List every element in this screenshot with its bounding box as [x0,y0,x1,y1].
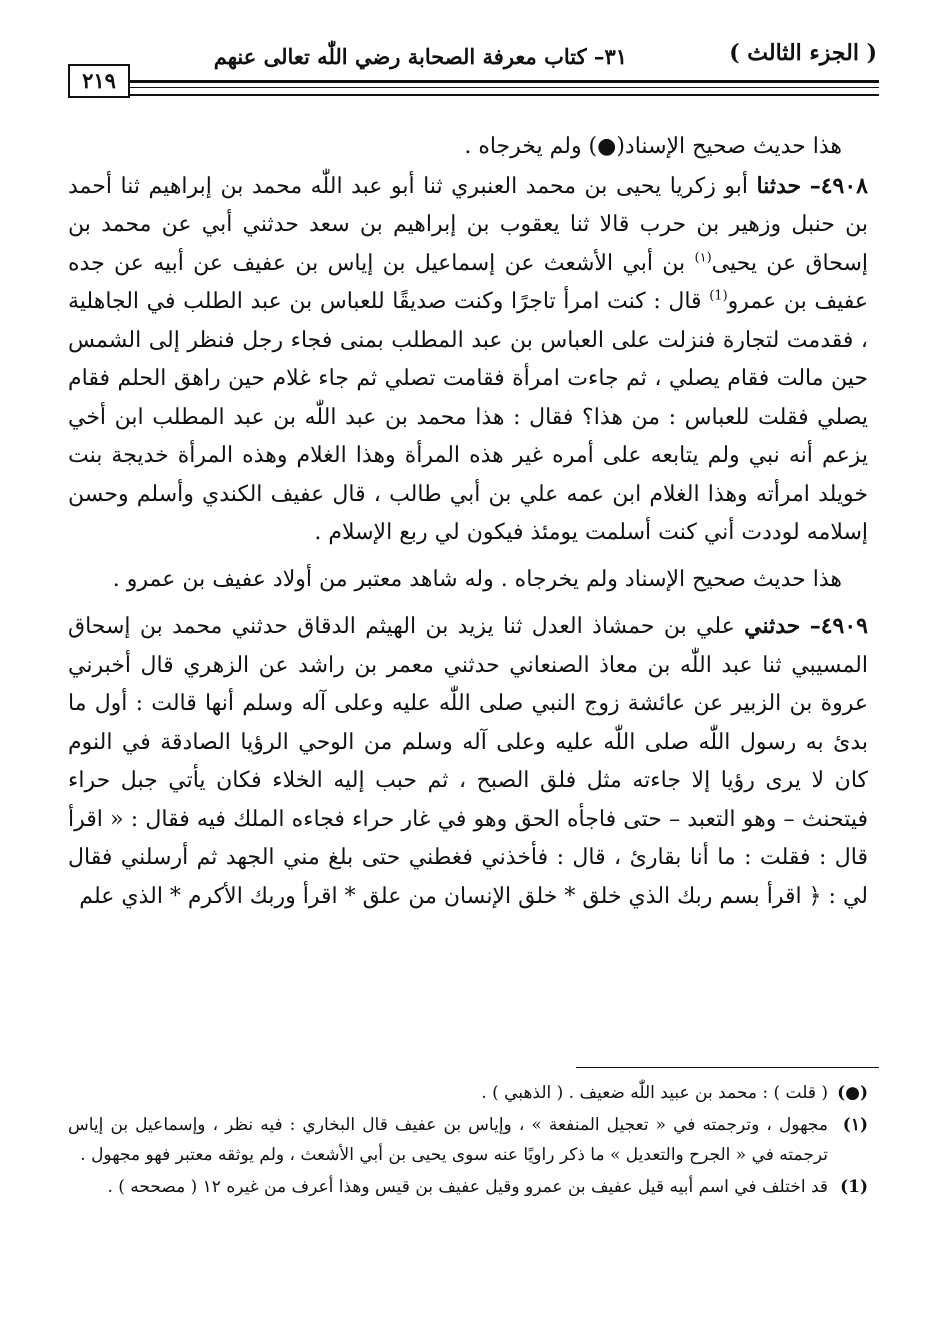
footnote-ref: (١) [694,250,712,266]
header-rule-thin [128,87,879,88]
footnote-ref: (1) [709,288,728,304]
hadith-4909 [68,607,868,916]
header-rule-thick [128,80,879,83]
footnote-text: ( قلت ) : محمد بن عبيد اللّٰه ضعيف . ( الذهبي ) . [481,1083,828,1103]
footnote-marker: (١) [842,1115,868,1135]
hadith-4908 [68,167,868,553]
footnote-text: مجهول ، وترجمته في « تعجيل المنفعة » ، وإياس بن عفيف قال البخاري : فيه نظر ، وإسماعيل بن إياس ترجمته في « الجرح والتعديل » ما ذكر راويًا عنه سوى يحيى بن أبي الأشعث ، ولم يوثقه معتبر فهو مجهول . [68,1115,828,1165]
grading-note-2: هذا حديث صحيح الإسناد ولم يخرجاه . وله شاهد معتبر من أولاد عفيف بن عمرو . [112,566,842,592]
running-header-chapter: ٣١– كتاب معرفة الصحابة رضي اللّٰه تعالى عنهم [213,44,627,69]
hadith-text: قال : كنت امرأ تاجرًا وكنت صديقًا للعباس بن عبد الطلب في الجاهلية ، فقدمت لتجارة فنزلت على العباس بن عبد المطلب بمنى فجاء رجل فنظر إلى الشمس حين مالت فقام يصلي ، ثم جاءت امرأة فقامت تصلي ثم جاء غلام حين راهق الحلم فقام يصلي فقلت للعباس : من هذا؟ فقال : هذا محمد بن عبد اللّٰه بن عبد المطلب ابن أخي يزعم أنه نبي ولم يتابعه على أمره غير هذه المرأة وهذا الغلام وهذه المرأة خديجة بنت خويلد امرأته وهذا الغلام ابن عمه علي بن أبي طالب ، قال عفيف الكندي وأسلم وحسن إسلامه لوددت أني كنت أسلمت يومئذ فيكون لي ربع الإسلام . [68,289,868,545]
footnote [68,1078,868,1108]
hadith-keyword: حدثنا [756,172,802,199]
hadith-keyword: حدثني [744,613,801,639]
running-header-volume: ( الجزء الثالث ) [729,40,877,66]
footnote-text: قد اختلف في اسم أبيه قيل عفيف بن عمرو وقيل عفيف بن قيس وهذا أعرف من غيره ١٢ ( مصححه ) . [107,1177,828,1197]
paragraph-gap [68,599,868,607]
hadith-text: أبو زكريا يحيى بن محمد العنبري ثنا أبو عبد اللّٰه محمد بن إبراهيم ثنا أحمد بن حنبل وزهير بن حرب قالا ثنا يعقوب بن إبراهيم بن سعد حدثني أبي عن محمد بن إسحاق عن يحيى [68,173,868,276]
main-text [68,128,868,916]
footnotes [68,1078,868,1204]
footnote-marker: (1) [840,1177,868,1197]
hadith-number: ٤٩٠٨– [809,172,868,199]
grading-note-1: هذا حديث صحيح الإسناد(●) ولم يخرجاه . [464,134,842,159]
header-rule-bottom [68,94,879,96]
footnote-separator [576,1067,879,1068]
footnote [68,1110,868,1170]
hadith-text: علي بن حمشاذ العدل ثنا يزيد بن الهيثم الدقاق حدثني محمد بن إسحاق المسيبي ثنا عبد اللّٰه بن معاذ الصنعاني حدثني معمر بن راشد عن الزهري قال أخبرني عروة بن الزبير عن عائشة زوج النبي صلى اللّٰه عليه وعلى آله وسلم أنها قالت : أول ما بدئ به رسول اللّٰه صلى اللّٰه عليه وعلى آله وسلم من الوحي الرؤيا الصادقة في النوم كان لا يرى رؤيا إلا جاءته مثل فلق الصبح ، ثم حبب إليه الخلاء فكان يأتي جبل حراء فيتحنث – وهو التعبد – حتى فاجأه الحق وهو في غار حراء فجاءه الملك فيه فقال : « اقرأ قال : فقلت : ما أنا بقارئ ، قال : فأخذني فغطني حتى بلغ مني الجهد ثم أرسلني فقال لي : ﴿ اقرأ بسم ربك الذي خلق * خلق الإنسان من علق * اقرأ وربك الأكرم * الذي علم [68,614,868,909]
hadith-number: ٤٩٠٩– [809,613,868,639]
page-number: ٢١٩ [68,64,130,98]
hadith-text: بن أبي الأشعث عن إسماعيل بن إياس بن عفيف عن أبيه عن جده عفيف بن عمرو [68,250,869,314]
paragraph-gap [68,553,868,561]
footnote-marker: (●) [837,1083,868,1103]
footnote [68,1172,868,1202]
